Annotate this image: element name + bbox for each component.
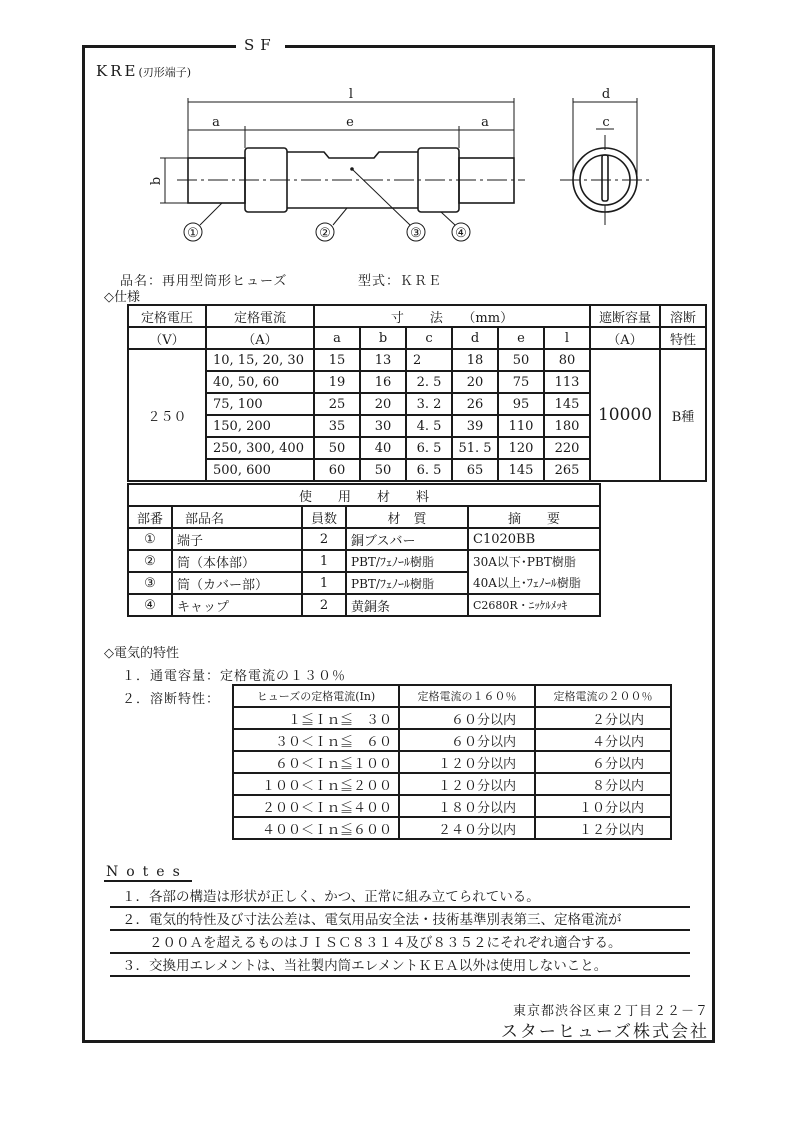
header-fusing: 溶断 <box>660 305 706 327</box>
fuse-cell-200: ２分以内 <box>535 707 671 729</box>
cell-b: 40 <box>360 437 406 459</box>
fuse-cell-160: １８０分以内 <box>399 795 535 817</box>
electrical-section-title: ◇電気的特性 <box>104 646 179 661</box>
header-col-l: l <box>544 327 590 349</box>
fuse-cell-160: １２０分以内 <box>399 751 535 773</box>
voltage-value: ２５０ <box>128 349 206 481</box>
cell-l: 80 <box>544 349 590 371</box>
notes-title: Notes <box>104 864 192 882</box>
cell-c: 2 <box>406 349 452 371</box>
dim-label-b: b <box>149 176 164 186</box>
cell-b: 50 <box>360 459 406 481</box>
cell-a: 25 <box>314 393 360 415</box>
materials-title: 使 用 材 料 <box>128 484 600 506</box>
mat-cell-remark: 40A以上･ﾌｪﾉｰﾙ樹脂 <box>468 572 600 594</box>
cell-d: 26 <box>452 393 498 415</box>
mat-cell-name: 筒（カバー部） <box>172 572 302 594</box>
fusing-row <box>233 795 671 817</box>
fuse-cell-range: １≦Ｉｎ≦ ３０ <box>233 707 399 729</box>
fuse-cell-160: ２４０分以内 <box>399 817 535 839</box>
header-voltage: 定格電圧 <box>128 305 206 327</box>
mat-cell-remark: 30A以下･PBT樹脂 <box>468 550 600 572</box>
spec-row <box>128 349 706 371</box>
cell-c: 3. 2 <box>406 393 452 415</box>
cell-l: 180 <box>544 415 590 437</box>
cell-e: 120 <box>498 437 544 459</box>
note-item-2: ２．電気的特性及び寸法公差は、電気用品安全法・技術基準別表第三、定格電流が <box>110 909 690 931</box>
note-item-3: ３．交換用エレメントは、当社製内筒エレメントＫＥＡ以外は使用しないこと。 <box>110 955 690 977</box>
fuse-cell-range: ４００＜Ｉｎ≦６００ <box>233 817 399 839</box>
mat-cell-qty: 1 <box>302 572 346 594</box>
cell-e: 95 <box>498 393 544 415</box>
note-item-1: １．各部の構造は形状が正しく、かつ、正常に組み立てられている。 <box>110 886 690 908</box>
mat-cell-name: 端子 <box>172 528 302 550</box>
part-marker-4: ④ <box>455 226 467 241</box>
dim-label-l: l <box>348 87 354 102</box>
fuse-cell-160: ６０分以内 <box>399 729 535 751</box>
cell-a: 60 <box>314 459 360 481</box>
cell-current: 75, 100 <box>206 393 314 415</box>
fuse-header-range: ヒューズの定格電流(In) <box>233 685 399 707</box>
mat-header-name: 部品名 <box>172 506 302 528</box>
mat-cell-no: ② <box>128 550 172 572</box>
cell-b: 30 <box>360 415 406 437</box>
materials-row <box>128 528 600 550</box>
part-marker-1: ① <box>187 226 199 241</box>
spec-table <box>127 304 707 482</box>
cell-current: 250, 300, 400 <box>206 437 314 459</box>
cell-d: 18 <box>452 349 498 371</box>
cell-d: 20 <box>452 371 498 393</box>
cell-e: 145 <box>498 459 544 481</box>
mat-cell-no: ④ <box>128 594 172 616</box>
mat-cell-material: 黄銅条 <box>346 594 468 616</box>
cell-l: 113 <box>544 371 590 393</box>
header-breaking-unit: （A） <box>590 327 660 349</box>
header-voltage-unit: （V） <box>128 327 206 349</box>
cell-c: 6. 5 <box>406 459 452 481</box>
cell-d: 51. 5 <box>452 437 498 459</box>
part-marker-2: ② <box>319 226 331 241</box>
cell-current: 150, 200 <box>206 415 314 437</box>
mat-cell-qty: 2 <box>302 594 346 616</box>
mat-cell-material: PBT/ﾌｪﾉｰﾙ樹脂 <box>346 572 468 594</box>
electrical-item-1: １．通電容量：定格電流の１３０％ <box>122 669 347 684</box>
fusing-table <box>232 684 672 840</box>
product-name: 品名：再用型筒形ヒューズ <box>120 274 288 289</box>
cell-l: 145 <box>544 393 590 415</box>
dim-label-a-left: a <box>212 115 220 130</box>
mat-cell-name: キャップ <box>172 594 302 616</box>
fusing-characteristic-value: B種 <box>660 349 706 481</box>
dim-label-e: e <box>346 115 354 130</box>
header-col-e: e <box>498 327 544 349</box>
mat-cell-name: 筒（本体部） <box>172 550 302 572</box>
mat-cell-remark: C2680R・ﾆｯｹﾙﾒｯｷ <box>468 594 600 616</box>
mat-header-remark: 摘 要 <box>468 506 600 528</box>
mat-cell-qty: 2 <box>302 528 346 550</box>
cell-d: 39 <box>452 415 498 437</box>
mat-cell-no: ③ <box>128 572 172 594</box>
dim-label-c: c <box>602 115 610 130</box>
company-address: 東京都渋谷区東２丁目２２－７ <box>512 1004 709 1019</box>
fusing-row <box>233 729 671 751</box>
fuse-cell-range: １００＜Ｉｎ≦２００ <box>233 773 399 795</box>
fuse-cell-range: ２００＜Ｉｎ≦４００ <box>233 795 399 817</box>
fuse-cell-200: １０分以内 <box>535 795 671 817</box>
electrical-item-2-label: ２．溶断特性： <box>122 692 221 707</box>
fusing-row <box>233 817 671 839</box>
mat-header-qty: 員数 <box>302 506 346 528</box>
part-marker-3: ③ <box>410 226 422 241</box>
materials-table <box>127 483 601 617</box>
header-dimensions: 寸 法 （mm） <box>314 305 590 327</box>
cell-b: 13 <box>360 349 406 371</box>
cell-c: 6. 5 <box>406 437 452 459</box>
header-col-c: c <box>406 327 452 349</box>
model-code: KRE <box>96 62 139 80</box>
fuse-cell-200: １２分以内 <box>535 817 671 839</box>
cell-a: 35 <box>314 415 360 437</box>
mat-header-material: 材 質 <box>346 506 468 528</box>
cell-current: 500, 600 <box>206 459 314 481</box>
cell-l: 265 <box>544 459 590 481</box>
fusing-row <box>233 773 671 795</box>
fuse-cell-range: ６０＜Ｉｎ≦１００ <box>233 751 399 773</box>
fuse-cell-range: ３０＜Ｉｎ≦ ６０ <box>233 729 399 751</box>
cell-current: 10, 15, 20, 30 <box>206 349 314 371</box>
cell-l: 220 <box>544 437 590 459</box>
fusing-row <box>233 751 671 773</box>
note-item-2-cont: ２００Ａを超えるものはＪＩＳＣ８３１４及び８３５２にそれぞれ適合する。 <box>110 932 690 954</box>
fuse-cell-200: ６分以内 <box>535 751 671 773</box>
header-fusing-2: 特性 <box>660 327 706 349</box>
materials-row <box>128 572 600 594</box>
cell-b: 16 <box>360 371 406 393</box>
header-breaking: 遮断容量 <box>590 305 660 327</box>
dim-label-a-right: a <box>481 115 489 130</box>
cell-a: 50 <box>314 437 360 459</box>
cell-e: 50 <box>498 349 544 371</box>
cell-c: 4. 5 <box>406 415 452 437</box>
fuse-cell-200: ８分以内 <box>535 773 671 795</box>
fusing-row <box>233 707 671 729</box>
frame-title: SF <box>236 36 285 54</box>
product-type: 型式：ＫＲＥ <box>358 274 443 289</box>
header-col-d: d <box>452 327 498 349</box>
fuse-cell-160: １２０分以内 <box>399 773 535 795</box>
materials-row <box>128 550 600 572</box>
header-current: 定格電流 <box>206 305 314 327</box>
mat-cell-no: ① <box>128 528 172 550</box>
fuse-header-200: 定格電流の２００％ <box>535 685 671 707</box>
cell-a: 15 <box>314 349 360 371</box>
fuse-cell-160: ６０分以内 <box>399 707 535 729</box>
header-col-b: b <box>360 327 406 349</box>
mat-cell-material: PBT/ﾌｪﾉｰﾙ樹脂 <box>346 550 468 572</box>
cell-c: 2. 5 <box>406 371 452 393</box>
fuse-cell-200: ４分以内 <box>535 729 671 751</box>
mat-cell-material: 銅ブスバー <box>346 528 468 550</box>
breaking-capacity-value: 10000 <box>590 349 660 481</box>
mat-header-no: 部番 <box>128 506 172 528</box>
mat-cell-remark: C1020BB <box>468 528 600 550</box>
cell-current: 40, 50, 60 <box>206 371 314 393</box>
fuse-header-160: 定格電流の１６０％ <box>399 685 535 707</box>
fuse-drawing <box>0 0 799 260</box>
dim-label-d: d <box>601 87 611 102</box>
cell-b: 20 <box>360 393 406 415</box>
company-name: スターヒューズ株式会社 <box>500 1022 709 1042</box>
end-view-blade <box>602 155 608 201</box>
materials-row <box>128 594 600 616</box>
cell-a: 19 <box>314 371 360 393</box>
cell-e: 75 <box>498 371 544 393</box>
mat-cell-qty: 1 <box>302 550 346 572</box>
spec-section-title: ◇仕様 <box>104 290 140 305</box>
model-type: (刃形端子) <box>138 66 192 79</box>
cell-e: 110 <box>498 415 544 437</box>
header-current-unit: （A） <box>206 327 314 349</box>
cell-d: 65 <box>452 459 498 481</box>
header-col-a: a <box>314 327 360 349</box>
